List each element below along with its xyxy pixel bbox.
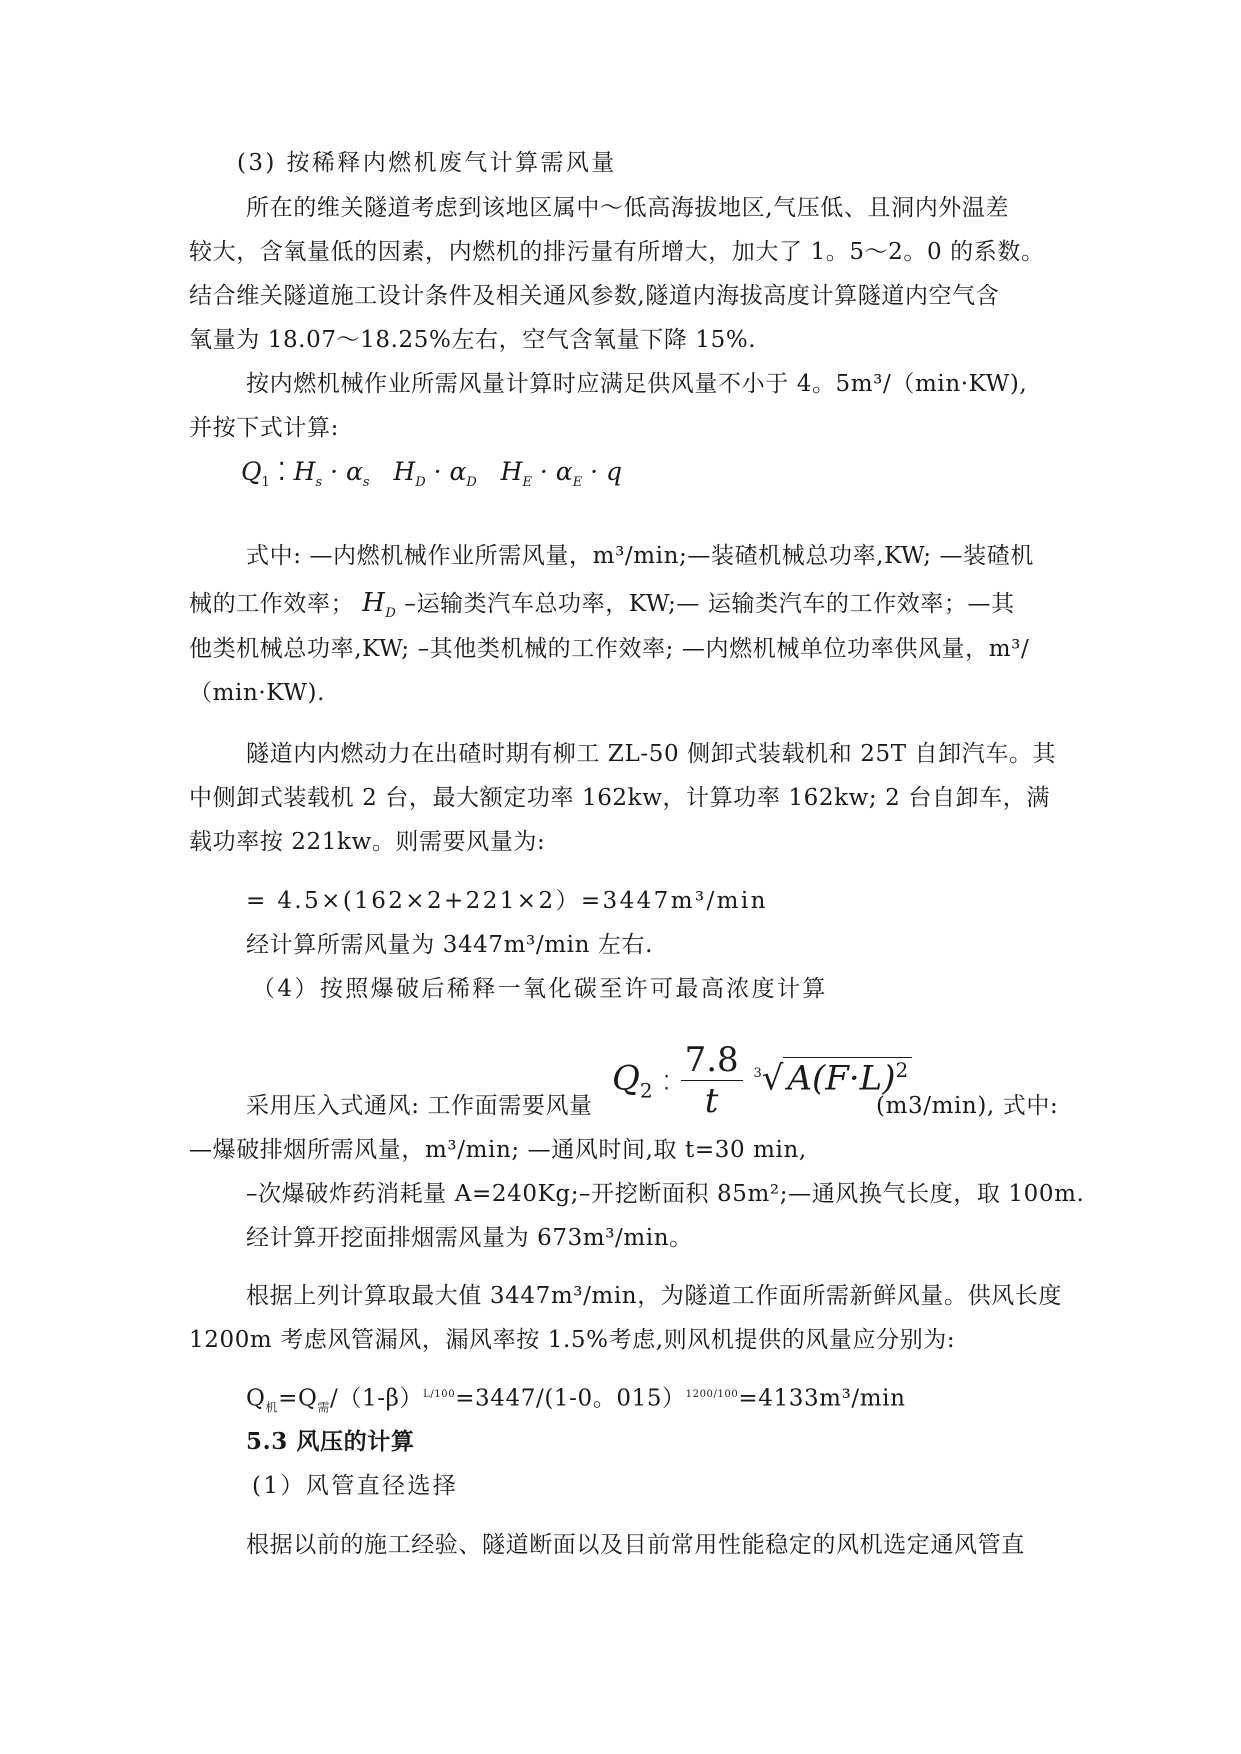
paragraph-line: 式中: —内燃机械作业所需风量，m³/min;—装碴机械总功率,KW; —装碴机	[246, 543, 1034, 569]
paragraph-line: –次爆破炸药消耗量 A=240Kg;–开挖断面积 85m²;—通风换气长度，取 100m.	[246, 1181, 1085, 1207]
section-5-3-heading: 5.3 风压的计算	[246, 1428, 415, 1455]
paragraph-line: 他类机械总功率,KW; –其他类机械的工作效率; —内燃机械单位功率供风量，m³/	[189, 636, 1030, 662]
paragraph-line: 并按下式计算:	[189, 415, 339, 441]
paragraph-line: 1200m 考虑风管漏风，漏风率按 1.5%考虑,则风机提供的风量应分别为:	[189, 1327, 956, 1353]
paragraph-line: 根据以前的施工经验、隧道断面以及目前常用性能稳定的风机选定通风管直	[246, 1532, 1025, 1558]
paragraph-line: 根据上列计算取最大值 3447m³/min，为隧道工作面所需新鲜风量。供风长度	[246, 1283, 1063, 1309]
paragraph-line: 采用压入式通风: 工作面需要风量	[246, 1093, 593, 1119]
paragraph-line: （min·KW).	[189, 680, 325, 706]
paragraph-line: 隧道内内燃动力在出碴时期有柳工 ZL-50 侧卸式装载机和 25T 自卸汽车。其	[246, 741, 1057, 767]
paragraph-line: 经计算所需风量为 3447m³/min 左右.	[246, 932, 654, 958]
paragraph-line: 械的工作效率； $H_D$ –运输类汽车总功率，KW;— 运输类汽车的工作效率；—其	[189, 588, 1015, 622]
paragraph-line: 氧量为 18.07～18.25%左右，空气含氧量下降 15%.	[189, 327, 757, 353]
formula-q1: $Q_1$ ⁚ $H_s \cdot \alpha_s$ $H_D \cdot \alpha_D$ $H_E \cdot \alpha_E \cdot q$	[241, 457, 623, 490]
formula-q2: $Q_2$ ⁚ $\frac{7.8}{t}$ $^3$√ $A(F\cdot L)^2$	[612, 1040, 912, 1121]
subsection-heading: (1）风管直径选择	[252, 1473, 459, 1499]
paragraph-line: —爆破排烟所需风量，m³/min; —通风时间,取 t=30 min,	[189, 1137, 807, 1163]
section-3-heading: (3) 按稀释内燃机废气计算需风量	[237, 150, 617, 176]
equation-line: $Q_机=Q_需/(1-\beta)^{L/100}=3447/(1-0$。015）$^{1200/100}$=4133m³/min	[246, 1385, 906, 1415]
paragraph-line: 结合维关隧道施工设计条件及相关通风参数,隧道内海拔高度计算隧道内空气含	[189, 283, 1000, 309]
paragraph-line: 较大，含氧量低的因素，内燃机的排污量有所增大，加大了 1。5～2。0 的系数。	[189, 239, 1045, 265]
paragraph-line: 所在的维关隧道考虑到该地区属中～低高海拔地区,气压低、且洞内外温差	[246, 195, 1010, 221]
section-4-heading: （4）按照爆破后稀释一氧化碳至许可最高浓度计算	[252, 976, 828, 1002]
paragraph-line: (m3/min), 式中:	[876, 1093, 1059, 1119]
paragraph-line: 按内燃机械作业所需风量计算时应满足供风量不小于 4。5m³/（min·KW),	[246, 371, 1028, 397]
paragraph-line: 载功率按 221kw。则需要风量为:	[189, 829, 546, 855]
paragraph-line: 经计算开挖面排烟需风量为 673m³/min。	[246, 1225, 693, 1251]
paragraph-line: 中侧卸式装载机 2 台，最大额定功率 162kw，计算功率 162kw; 2 台自卸车，满	[189, 785, 1050, 811]
equation-line: = 4.5×(162×2+221×2）=3447m³/min	[246, 888, 768, 914]
